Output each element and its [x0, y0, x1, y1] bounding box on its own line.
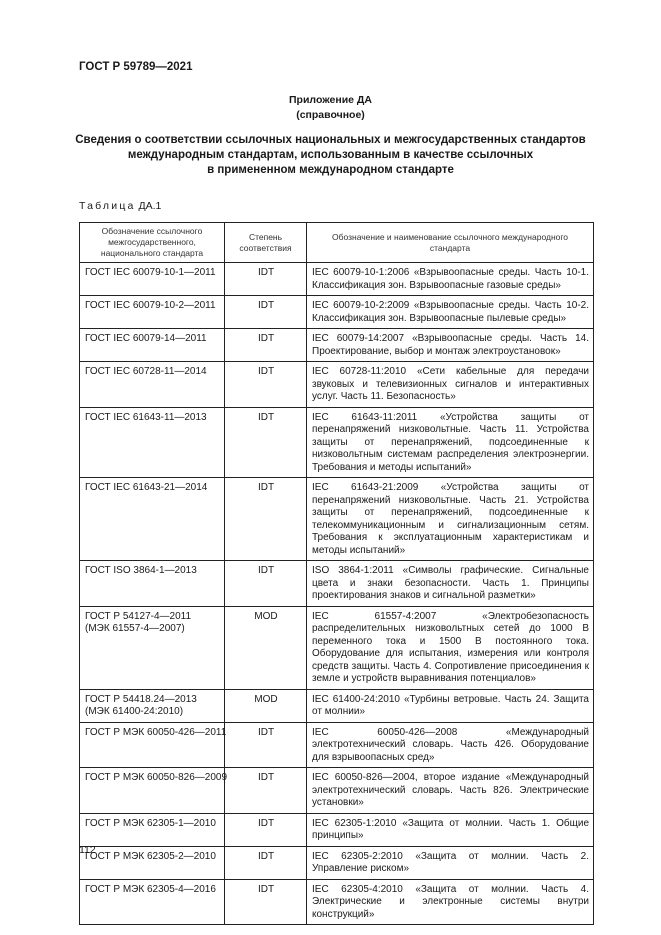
column-header-international: Обозначение и наименование ссылочного международного стандарта: [307, 223, 594, 263]
international-standard-cell: IEC 61400-24:2010 «Турбины ветровые. Часть 24. Защита от молнии»: [307, 689, 594, 722]
international-standard-cell: IEC 62305-2:2010 «Защита от молнии. Часть 2. Управление риском»: [307, 846, 594, 879]
national-standard-cell: [80, 813, 225, 846]
national-standard-line: ГОСТ Р МЭК 60050-426—2011: [85, 726, 227, 738]
page-number: 112: [79, 844, 96, 856]
column-header-degree: Степень соответствия: [225, 223, 307, 263]
national-standard-line: (МЭК 61400-24:2010): [85, 706, 184, 717]
national-standard-line: ГОСТ IEC 60079-14—2011: [85, 333, 207, 344]
degree-cell: IDT: [225, 407, 307, 478]
appendix-title: Приложение ДА: [289, 94, 372, 106]
national-standard-cell: [80, 768, 228, 814]
national-standard-line: (МЭК 61557-4—2007): [85, 623, 185, 634]
national-standard-line: ГОСТ Р 54127-4—2011: [85, 610, 192, 622]
column-header-national: Обозначение ссылочного межгосударственного, национального стандарта: [80, 223, 225, 263]
table-row: [80, 846, 594, 879]
international-standard-cell: IEC 60728-11:2010 «Сети кабельные для передачи звуковых и телевизионных сигналов и интерактивных услуг. Часть 11. Безопасность»: [307, 362, 594, 408]
table-row: [80, 407, 594, 478]
table-row: [80, 561, 594, 607]
heading-line: в примененном международном стандарте: [207, 164, 454, 176]
degree-cell: MOD: [225, 606, 307, 689]
national-standard-line: ГОСТ IEC 61643-11—2013: [85, 411, 207, 423]
international-standard-cell: IEC 61557-4:2007 «Электробезопасность распределительных низковольтных сетей до 1000 В переменного тока и 1500 В постоянного тока. Оборудование для испытания, измерения или контроля средств защиты. Часть 4. Сопротивление присоединения к земле и устройств выравнивания потенциалов»: [307, 606, 594, 689]
degree-cell: IDT: [225, 846, 307, 879]
degree-cell: IDT: [225, 879, 307, 925]
national-standard-cell: [80, 606, 225, 689]
degree-cell: IDT: [225, 263, 307, 296]
table-row: [80, 813, 594, 846]
table-caption-id: ДА.1: [138, 200, 162, 212]
table-caption-word: Таблица: [79, 200, 136, 212]
national-standard-cell: [80, 263, 225, 296]
national-standard-cell: [80, 879, 225, 925]
national-standard-cell: [80, 846, 225, 879]
table-row: [80, 263, 594, 296]
table-caption: [79, 200, 161, 212]
national-standard-cell: [80, 561, 225, 607]
table-row: [80, 478, 594, 561]
national-standard-line: ГОСТ Р 54418.24—2013: [85, 693, 197, 705]
table-body: [80, 263, 594, 925]
international-standard-cell: IEC 60050-826—2004, второе издание «Международный электротехнический словарь. Часть 826. Электрические установки»: [307, 768, 594, 814]
national-standard-cell: [80, 478, 225, 561]
degree-cell: MOD: [225, 689, 307, 722]
degree-cell: IDT: [225, 329, 307, 362]
degree-cell: IDT: [225, 296, 307, 329]
heading-line: Сведения о соответствии ссылочных национальных и межгосударственных стандартов: [75, 134, 586, 146]
correspondence-table: [79, 222, 594, 925]
national-standard-line: ГОСТ ISO 3864-1—2013: [85, 565, 197, 576]
degree-cell: IDT: [225, 561, 307, 607]
national-standard-cell: [80, 296, 225, 329]
degree-cell: IDT: [225, 478, 307, 561]
appendix-subtitle: (справочное): [296, 109, 365, 121]
degree-cell: IDT: [225, 362, 307, 408]
national-standard-cell: [80, 722, 225, 768]
national-standard-line: ГОСТ IEC 61643-21—2014: [85, 482, 208, 493]
table-header-row: [80, 223, 594, 263]
document-code: ГОСТ Р 59789—2021: [79, 61, 193, 73]
international-standard-cell: IEC 60079-10-2:2009 «Взрывоопасные среды. Часть 10-2. Классификация зон. Взрывоопасные пылевые среды»: [307, 296, 594, 329]
heading-line: международным стандартам, использованным в качестве ссылочных: [127, 149, 534, 161]
table-row: [80, 296, 594, 329]
national-standard-cell: [80, 329, 225, 362]
international-standard-cell: IEC 61643-11:2011 «Устройства защиты от перенапряжений низковольтные. Часть 11. Устройства защиты от перенапряжений, подсоединенные к низковольтным системам распределения электроэнергии. Требования и методы испытаний»: [307, 407, 594, 478]
international-standard-cell: IEC 60050-426—2008 «Международный электротехнический словарь. Часть 426. Оборудование для взрывоопасных сред»: [307, 722, 594, 768]
table-row: [80, 689, 594, 722]
international-standard-cell: IEC 61643-21:2009 «Устройства защиты от перенапряжений низковольтные. Часть 21. Устройства защиты от перенапряжений, подсоединенные к телекоммуникационным и сигнализационным сетям. Требования к эксплуатационным характеристикам и методы испытаний»: [307, 478, 594, 561]
degree-cell: IDT: [225, 768, 307, 814]
national-standard-line: ГОСТ IEC 60728-11—2014: [85, 366, 207, 377]
section-heading: [60, 133, 601, 178]
table-row: [80, 606, 594, 689]
international-standard-cell: IEC 62305-4:2010 «Защита от молнии. Часть 4. Электрические и электронные системы внутри конструкций»: [307, 879, 594, 925]
national-standard-cell: [80, 362, 225, 408]
international-standard-cell: IEC 60079-14:2007 «Взрывоопасные среды. Часть 14. Проектирование, выбор и монтаж электроустановок»: [307, 329, 594, 362]
table-row: [80, 768, 594, 814]
international-standard-cell: IEC 62305-1:2010 «Защита от молнии. Часть 1. Общие принципы»: [307, 813, 594, 846]
national-standard-cell: [80, 407, 225, 478]
national-standard-line: ГОСТ IEC 60079-10-2—2011: [85, 300, 216, 311]
table-row: [80, 879, 594, 925]
table-row: [80, 362, 594, 408]
degree-cell: IDT: [225, 813, 307, 846]
international-standard-cell: ISO 3864-1:2011 «Символы графические. Сигнальные цвета и знаки безопасности. Часть 1. Принципы проектирования знаков и сигнальной разметки»: [307, 561, 594, 607]
table-row: [80, 722, 594, 768]
international-standard-cell: IEC 60079-10-1:2006 «Взрывоопасные среды. Часть 10-1. Классификация зон. Взрывоопасные газовые среды»: [307, 263, 594, 296]
national-standard-line: ГОСТ Р МЭК 62305-1—2010: [85, 817, 216, 829]
national-standard-cell: [80, 689, 225, 722]
national-standard-line: ГОСТ Р МЭК 62305-2—2010: [85, 850, 216, 862]
national-standard-line: ГОСТ Р МЭК 62305-4—2016: [85, 883, 216, 895]
table-row: [80, 329, 594, 362]
national-standard-line: ГОСТ IEC 60079-10-1—2011: [85, 267, 216, 278]
degree-cell: IDT: [225, 722, 307, 768]
national-standard-line: ГОСТ Р МЭК 60050-826—2009: [85, 772, 228, 783]
